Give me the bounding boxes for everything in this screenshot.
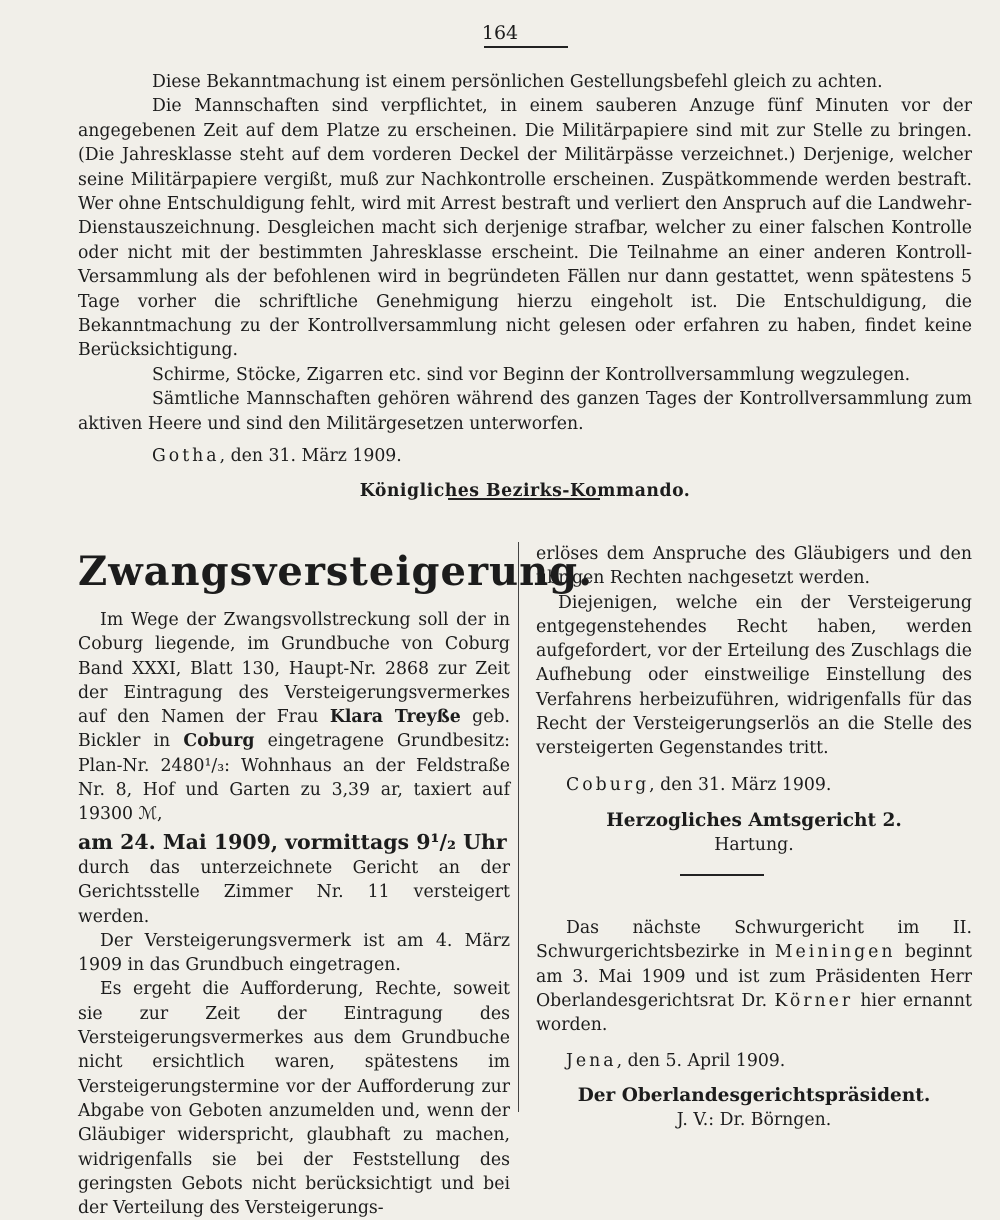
- auction-text: eingetragene Grundbesitz: Plan-Nr. 2480¹/₃: Wohnhaus an der Feldstraße Nr. 8, Hof und Garten zu 3,39 ar, taxiert auf 19300 ℳ,: [78, 731, 510, 825]
- notice-date: [78, 444, 972, 468]
- auction-city: Coburg: [183, 731, 255, 752]
- notice-paragraph: Schirme, Stöcke, Zigarren etc. sind vor Beginn der Kontrollversammlung wegzulegen.: [152, 364, 911, 385]
- jury-text: beginnt am 3. Mai 1909 und ist zum Präsidenten Herr Oberlandesgerichtsrat Dr.: [536, 942, 972, 1011]
- notice-signature: Königliches Bezirks-Kommando.: [359, 480, 691, 501]
- auction-text: Im Wege der Zwangsvollstreckung soll der in Coburg liegende, im Grundbuche von Coburg Band XXXI, Blatt 130, Haupt-Nr. 2868 zur Zeit der Eintragung des Versteigerungsvermerkes auf den Namen der Frau: [78, 610, 510, 728]
- court-name: Herzogliches Amtsgericht 2.: [606, 809, 902, 831]
- president-title: Der Oberlandesgerichtspräsident.: [577, 1084, 931, 1106]
- jury-place: Meiningen: [774, 942, 896, 963]
- jury-date-line: [536, 1049, 972, 1073]
- auction-date-place: Coburg: [566, 774, 650, 795]
- auction-paragraph: Diejenigen, welche ein der Versteigerung entgegenstehendes Recht haben, werden aufgefordert, vor der Erteilung des Zuschlags die Aufhebung oder einstweilige Einstellung des Verfahrens herbeizuführen, widrigenfalls für das Recht der Versteigerungserlös an die Stelle des versteigerten Gegenstandes tritt.: [536, 592, 972, 759]
- auction-text: geb. Bickler in: [78, 707, 510, 752]
- jury-notice: [536, 916, 972, 1132]
- auction-paragraph: Es ergeht die Aufforderung, Rechte, soweit sie zur Zeit der Eintragung des Versteigerungsvermerkes aus dem Grundbuche nicht ersichtlich waren, spätestens im Versteigerungstermine vor der Aufforderung zur Abgabe von Geboten anzumelden und, wenn der Gläubiger widerspricht, glaubhaft zu machen, widrigenfalls sie bei der Feststellung des geringsten Gebots nicht berücksichtigt und bei der Verteilung des Versteigerungs-: [78, 979, 510, 1219]
- auction-paragraph: durch das unterzeichnete Gericht an der Gerichtsstelle Zimmer Nr. 11 versteigert werden.: [78, 857, 510, 927]
- jury-date-text: , den 5. April 1909.: [616, 1051, 786, 1072]
- jury-president-name: Körner: [774, 990, 854, 1011]
- auction-date-line: [536, 773, 972, 797]
- owner-name: Klara Treyße: [329, 707, 461, 728]
- auction-paragraph: Der Versteigerungsvermerk ist am 4. März 1909 in das Grundbuch eingetragen.: [78, 930, 510, 976]
- auction-notice-continued: [536, 542, 972, 858]
- notice-paragraph: Diese Bekanntmachung ist einem persönlichen Gestellungsbefehl gleich zu achten.: [152, 72, 883, 92]
- auction-paragraph: [78, 608, 510, 827]
- notice-date-place: Gotha: [152, 446, 220, 467]
- notice-paragraph: Sämtliche Mannschaften gehören während des ganzen Tages der Kontrollversammlung zum aktiven Heere und sind den Militärgesetzen unterworfen.: [78, 389, 972, 434]
- section-divider: [448, 498, 600, 500]
- notice-date-text: , den 31. März 1909.: [219, 446, 402, 467]
- notice-paragraph: Die Mannschaften sind verpflichtet, in einem sauberen Anzuge fünf Minuten vor der angegebenen Zeit auf dem Platze zu erscheinen. Die Militärpapiere sind mit zur Stelle zu bringen. (Die Jahresklasse steht auf dem vorderen Deckel der Militärpässe verzeichnet.) Derjenige, welcher seine Militärpapiere vergißt, muß zur Nachkontrolle erscheinen. Zuspätkommende werden bestraft. Wer ohne Entschuldigung fehlt, wird mit Arrest bestraft und verliert den Anspruch auf die Landwehr-Dienstauszeichnung. Desgleichen macht sich derjenige strafbar, welcher zu einer falschen Kontrolle oder nicht mit der bestimmten Jahresklasse erscheint. Die Teilnahme an einer anderen Kontroll-Versammlung als der befohlenen wird in begründeten Fällen nur dann gestattet, wenn spätestens 5 Tage vorher die schriftliche Genehmigung hierzu eingeholt ist. Die Entschuldigung, die Bekanntmachung zu der Kontrollversammlung nicht gelesen oder erfahren zu haben, findet keine Berücksichtigung.: [78, 96, 972, 361]
- jury-paragraph: [536, 916, 972, 1037]
- auction-heading: Zwangsversteigerung.: [78, 548, 594, 595]
- page-number-rule: [484, 46, 568, 48]
- jury-text: Das nächste Schwurgericht im II. Schwurgerichtsbezirke in: [536, 918, 972, 963]
- jury-text: hier ernannt worden.: [536, 990, 972, 1036]
- military-notice: [78, 70, 972, 503]
- judge-name: Hartung.: [714, 835, 794, 856]
- section-divider: [680, 874, 764, 876]
- auction-paragraph: erlöses dem Anspruche des Gläubigers und den übrigen Rechten nachgesetzt werden.: [536, 544, 972, 589]
- deputy-signature: J. V.: Dr. Börngen.: [676, 1110, 832, 1131]
- page-number: 164: [481, 22, 519, 44]
- auction-date: am 24. Mai 1909, vormittags 9¹/₂ Uhr: [78, 829, 507, 854]
- jury-date-place: Jena: [566, 1051, 617, 1072]
- column-divider: [518, 542, 519, 1112]
- auction-date-text: , den 31. März 1909.: [649, 774, 832, 795]
